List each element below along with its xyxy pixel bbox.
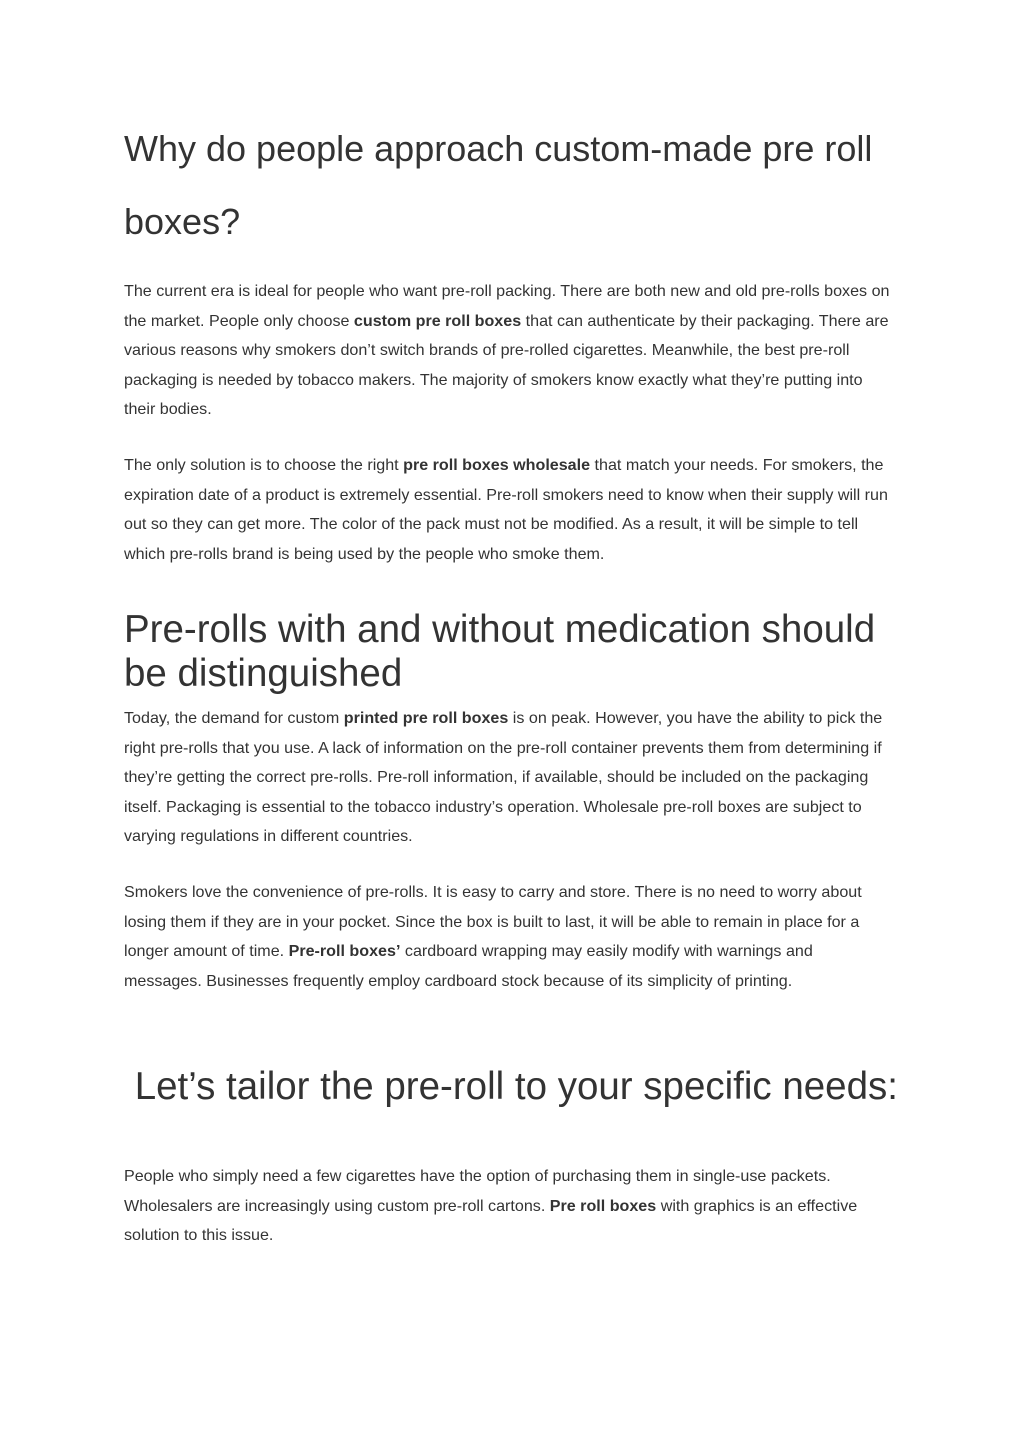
bold-keyword: pre roll boxes wholesale	[403, 456, 591, 474]
text-segment: that match your needs. For smokers, the expiration date of a product is extremely essential. Pre-roll smokers need to know when their supply will run out so they can get more. The color of the pack must not be modified. As a result, it will be simple to tell which pre-rolls brand is being used by the people who smoke them.	[124, 456, 888, 563]
bold-keyword: custom pre roll boxes	[353, 311, 522, 330]
page-title: Why do people approach custom-made pre roll boxes?	[124, 128, 873, 242]
text-segment: The current era is ideal for people who want pre-roll packing. There are both new and old pre-rolls boxes on the market. People only choose	[124, 282, 890, 330]
text-segment: that can authenticate by their packaging. There are various reasons why smokers don’t switch brands of pre-rolled cigarettes. Meanwhile, the best pre-roll packaging is needed by tobacco makers. The majority of smokers know exactly what they’re putting into their bodies.	[124, 311, 889, 419]
text-segment: with graphics is an effective solution to this issue.	[124, 1196, 858, 1245]
bold-keyword: Pre roll boxes	[549, 1196, 657, 1215]
bold-keyword: printed pre roll boxes	[343, 709, 509, 727]
paragraph	[124, 704, 894, 852]
paragraph	[124, 1162, 894, 1251]
section-heading: Let’s tailor the pre-roll to your specific needs:	[124, 1065, 898, 1108]
bold-keyword: Pre-roll boxes’	[288, 942, 401, 961]
text-segment: is on peak. However, you have the ability to pick the right pre-rolls that you use. A lack of information on the pre-roll container prevents them from determining if they’re getting the correct pre-rolls. Pre-roll information, if available, should be included on the packaging itself. Packaging is essential to the tobacco industry’s operation. Wholesale pre-roll boxes are subject to varying regulations in different countries.	[124, 709, 883, 846]
text-segment: Today, the demand for custom	[124, 709, 344, 727]
section-heading: Pre-rolls with and without medication should be distinguished	[124, 608, 876, 695]
text-segment: cardboard wrapping may easily modify with warnings and messages. Businesses frequently employ cardboard stock because of its simplicity of printing.	[124, 942, 813, 990]
paragraph	[124, 451, 894, 569]
text-segment: Smokers love the convenience of pre-rolls. It is easy to carry and store. There is no need to worry about losing them if they are in your pocket. Since the box is built to last, it will be able to remain in place for a longer amount of time.	[124, 883, 862, 961]
paragraph	[124, 878, 894, 996]
paragraph	[124, 277, 894, 425]
text-segment: People who simply need a few cigarettes have the option of purchasing them in single-use packets. Wholesalers are increasingly using custom pre-roll cartons.	[124, 1167, 831, 1215]
text-segment: The only solution is to choose the right	[124, 456, 404, 474]
